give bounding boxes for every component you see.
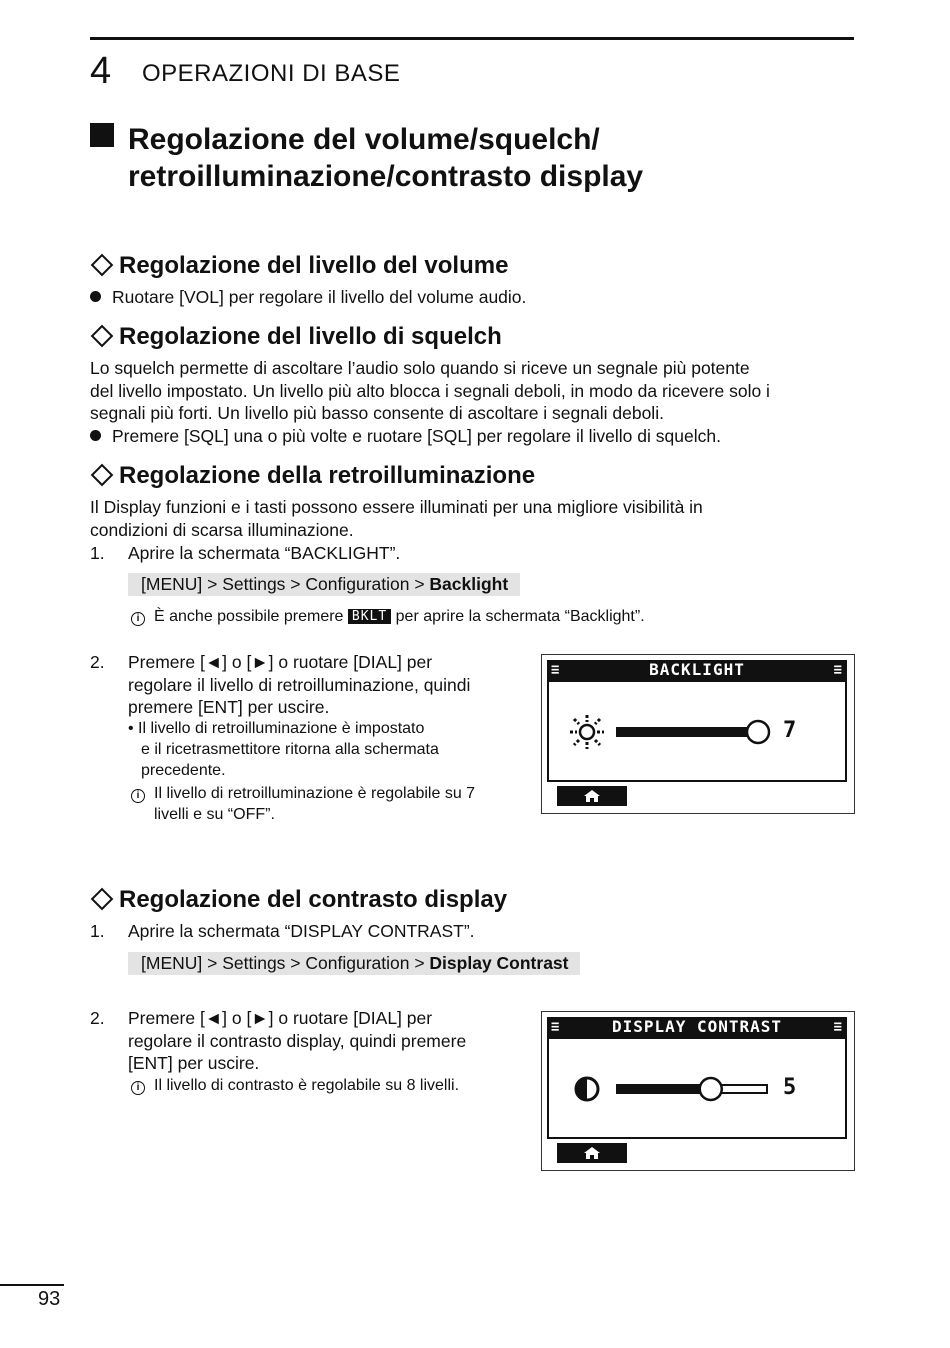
screen-title: BACKLIGHT <box>649 660 745 679</box>
diamond-icon <box>91 464 114 487</box>
slider-fill <box>617 728 758 736</box>
screen-panel <box>547 680 847 782</box>
top-rule <box>90 37 854 40</box>
menu-icon: ≡ <box>551 1019 561 1035</box>
home-icon <box>583 789 601 803</box>
backlight-note1: i È anche possibile premere BKLT per aprire la schermata “Backlight”. <box>131 606 645 627</box>
squelch-bullet: Premere [SQL] una o più volte e ruotare [SQL] per regolare il livello di squelch. <box>90 425 721 448</box>
screen-panel <box>547 1037 847 1139</box>
square-bullet-icon <box>90 123 114 147</box>
slider-knob <box>700 1078 722 1100</box>
bklt-key-icon: BKLT <box>348 609 391 624</box>
contrast-step1: 1. Aprire la schermata “DISPLAY CONTRAST”. <box>90 921 475 941</box>
screen-title: DISPLAY CONTRAST <box>611 1017 783 1036</box>
menu-icon: ≡ <box>551 662 561 678</box>
contrast-heading: Regolazione del contrasto display <box>90 886 507 914</box>
backlight-step2: 2. Premere [◄] o [►] o ruotare [DIAL] per regolare il livello di retroilluminazione, quindi premere [ENT] per uscire. <box>90 652 471 717</box>
backlight-screen <box>541 654 855 814</box>
contrast-step2: 2. Premere [◄] o [►] o ruotare [DIAL] per regolare il contrasto display, quindi premere [ENT] per uscire. <box>90 1008 467 1073</box>
screen-title-bar <box>547 660 847 680</box>
volume-bullet: Ruotare [VOL] per regolare il livello del volume audio. <box>90 286 526 309</box>
contrast-menu-path: [MENU] > Settings > Configuration > Display Contrast <box>128 952 580 975</box>
info-icon: i <box>131 1081 145 1095</box>
backlight-slider <box>615 719 779 745</box>
slider-knob <box>747 721 769 743</box>
contrast-icon <box>573 1075 601 1103</box>
volume-heading: Regolazione del livello del volume <box>90 252 508 280</box>
menu-icon: ≡ <box>833 662 843 678</box>
contrast-value: 5 <box>783 1075 797 1100</box>
main-heading <box>90 121 643 195</box>
contrast-slider <box>615 1076 779 1102</box>
page-number: 93 <box>38 1288 61 1310</box>
home-button[interactable] <box>557 786 627 806</box>
home-button[interactable] <box>557 1143 627 1163</box>
backlight-heading: Regolazione della retroilluminazione <box>90 462 535 490</box>
menu-icon: ≡ <box>833 1019 843 1035</box>
sun-icon <box>569 714 605 750</box>
main-heading-line2: retroilluminazione/contrasto display <box>128 160 644 193</box>
chapter-number: 4 <box>90 50 112 92</box>
squelch-heading: Regolazione del livello di squelch <box>90 323 502 351</box>
backlight-menu-path: [MENU] > Settings > Configuration > Backlight <box>128 573 520 596</box>
squelch-paragraph: Lo squelch permette di ascoltare l’audio solo quando si riceve un segnale più potente del livello impostato. Un livello più alto blocca i segnali deboli, in modo da ricevere solo i segnali più forti. Un livello più basso consente di ascoltare i segnali deboli. <box>90 358 770 423</box>
diamond-icon <box>91 888 114 911</box>
backlight-sub-bullet: • Il livello di retroilluminazione è impostato e il ricetrasmettitore ritorna alla schermata precedente. <box>128 720 439 779</box>
screen-title-bar <box>547 1017 847 1037</box>
info-icon: i <box>131 789 145 803</box>
info-icon: i <box>131 612 145 626</box>
home-icon <box>583 1146 601 1160</box>
diamond-icon <box>91 325 114 348</box>
main-heading-line1: Regolazione del volume/squelch/ <box>128 123 600 156</box>
page-number-rule <box>0 1284 64 1286</box>
chapter-title: OPERAZIONI DI BASE <box>142 60 401 87</box>
backlight-paragraph: Il Display funzioni e i tasti possono essere illuminati per una migliore visibilità in condizioni di scarsa illuminazione. <box>90 497 703 540</box>
contrast-note: i Il livello di contrasto è regolabile su 8 livelli. <box>131 1075 459 1096</box>
diamond-icon <box>91 254 114 277</box>
slider-fill <box>617 1085 711 1093</box>
backlight-step1: 1. Aprire la schermata “BACKLIGHT”. <box>90 543 401 563</box>
backlight-note2: i Il livello di retroilluminazione è regolabile su 7 livelli e su “OFF”. <box>131 783 475 825</box>
backlight-value: 7 <box>783 718 797 743</box>
contrast-screen <box>541 1011 855 1171</box>
